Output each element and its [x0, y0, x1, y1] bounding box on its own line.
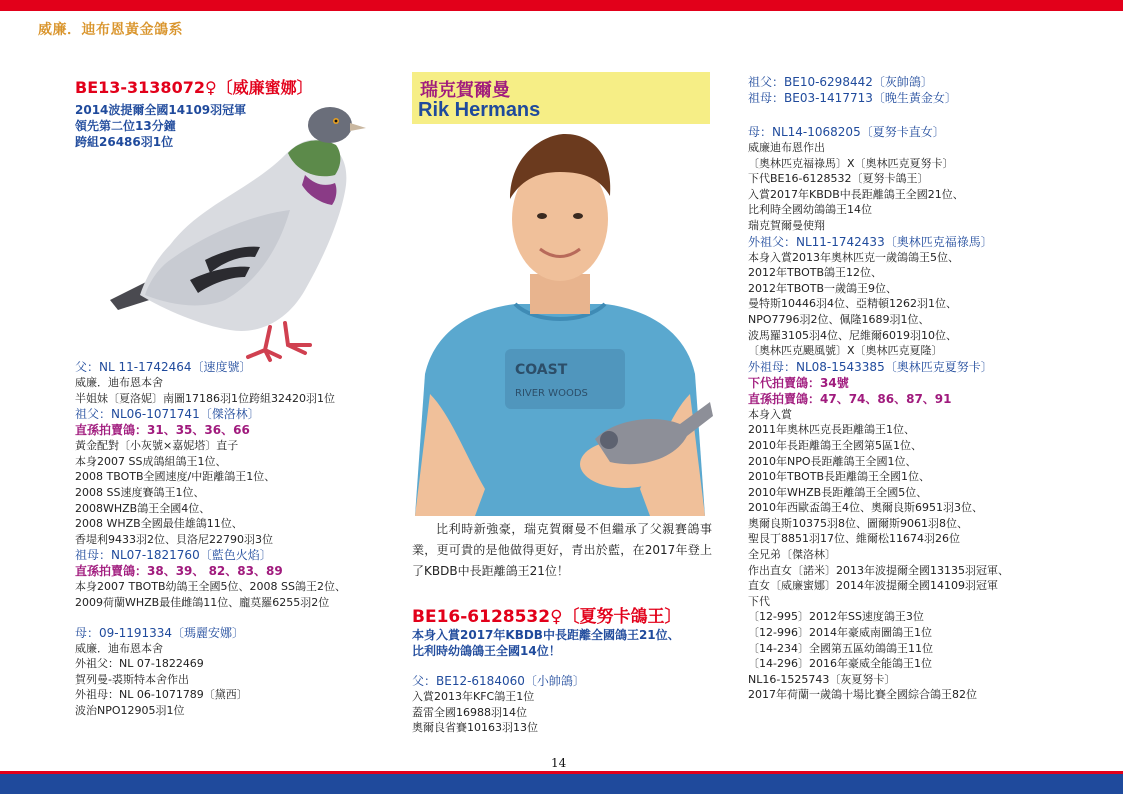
left-bird-title: BE13-3138072♀〔威廉蜜娜〕	[75, 78, 313, 97]
left-mother-line: 威廉．迪布恩本舍	[75, 641, 163, 655]
right-maternal-grandmother-line: 奧爾良斯10375羽8位、圖爾斯9061羽8位、	[748, 516, 968, 530]
fancier-photo	[395, 124, 725, 516]
left-highlight: 2014波提爾全國14109羽冠軍	[75, 103, 247, 117]
left-highlight: 領先第二位13分鐘	[75, 119, 176, 133]
left-father-line: 威廉．迪布恩本舍	[75, 376, 163, 389]
left-father-line: 半姐妹〔夏洛妮〕南圖17186羽1位跨組32420羽1位	[75, 391, 335, 405]
middle-bird-highlight: 本身入賞2017年KBDB中長距離全國鴿王21位、	[412, 628, 680, 642]
svg-text:RIVER WOODS: RIVER WOODS	[515, 388, 588, 399]
right-grandfather-title: 祖父：BE10-6298442〔灰帥鴿〕	[748, 75, 933, 89]
right-mother-line: 威廉迪布恩作出	[748, 141, 825, 154]
fancier-name-chinese: 瑞克賀爾曼	[420, 80, 510, 101]
left-grandfather-line: 黃金配對〔小灰號×嘉妮塔〕直子	[75, 439, 239, 453]
right-maternal-grandmother-line: 〔12-996〕2014年豪威南圖鴿王1位	[748, 626, 932, 640]
header-title: 威廉．迪布恩黃金鴿系	[38, 22, 183, 38]
bottom-blue-stripe	[0, 774, 1123, 794]
right-maternal-grandfather-line: NPO7796羽2位、佩隆1689羽1位、	[748, 312, 930, 326]
left-highlight: 跨組26486羽1位	[75, 135, 174, 149]
left-grandmother-line: 2009荷蘭WHZB最佳雌鴿11位、龐莫羅6255羽2位	[75, 595, 330, 609]
left-grandfather-line: 2008 WHZB全國最佳雄鴿11位、	[75, 517, 243, 531]
middle-father-line: 入賞2013年KFC鴿王1位	[412, 690, 535, 703]
right-maternal-grandmother-line: 本身入賞	[748, 407, 792, 421]
right-maternal-grandmother-line: NL16-1525743〔灰夏努卡〕	[748, 672, 896, 686]
left-grandmother-auction: 直孫拍賣鴿：38、39、 82、83、89	[75, 564, 283, 579]
right-maternal-grandmother-line: 〔14-234〕全國第五區幼鴿鴿王11位	[748, 641, 933, 655]
left-father-title: 父：NL 11-1742464〔速度號〕	[75, 360, 252, 374]
left-grandfather-line: 2008WHZB鴿王全國4位、	[75, 501, 211, 515]
middle-father-line: 蓋雷全國16988羽14位	[412, 705, 527, 719]
right-mother-line: 〔奧林匹克福祿馬〕X〔奧林匹克夏努卡〕	[748, 156, 954, 170]
right-maternal-grandmother-line: 作出直女〔諾米〕2013年波提爾全國13135羽冠軍、	[748, 563, 1009, 577]
left-grandfather-auction: 直孫拍賣鴿：31、35、36、66	[75, 423, 250, 438]
left-mother-line: 波治NPO12905羽1位	[75, 703, 185, 717]
left-grandfather-line: 本身2007 SS成鴿組鴿王1位、	[75, 454, 227, 468]
right-auction-grand: 直孫拍賣鴿：47、74、86、87、91	[748, 391, 952, 406]
top-red-stripe	[0, 0, 1123, 11]
right-maternal-grandmother-line: 〔12-995〕2012年SS速度鴿王3位	[748, 610, 924, 624]
right-maternal-grandmother-title: 外祖母：NL08-1543385〔奧林匹克夏努卡〕	[748, 359, 993, 374]
right-maternal-grandfather-line: 2012年TBOTB一歲鴿王9位、	[748, 281, 897, 295]
right-maternal-grandmother-line: 2011年奧林匹克長距離鴿王1位、	[748, 423, 915, 437]
left-grandfather-line: 2008 SS速度賽鴿王1位、	[75, 485, 205, 499]
right-maternal-grandmother-line: 下代	[748, 594, 770, 608]
right-maternal-grandmother-line: 2010年西歐盃鴿王4位、奧爾良斯6951羽3位、	[748, 501, 983, 515]
right-maternal-grandfather-line: 2012年TBOTB鴿王12位、	[748, 266, 882, 280]
left-column	[75, 75, 375, 719]
middle-bird-highlight: 比利時幼鴿鴿王全國14位！	[412, 644, 561, 658]
left-grandfather-title: 祖父：NL06-1071741〔傑洛林〕	[75, 407, 260, 422]
page-number: 14	[551, 756, 567, 770]
right-mother-line: 瑞克賀爾曼使翔	[748, 218, 825, 232]
right-mother-line: 入賞2017年KBDB中長距離鴿王全國21位、	[748, 187, 964, 201]
right-maternal-grandmother-line: 2010年長距離鴿王全國第5區1位、	[748, 438, 922, 452]
left-mother-title: 母：09-1191334〔瑪麗安娜〕	[75, 625, 245, 640]
left-grandmother-title: 祖母：NL07-1821760〔藍色火焰〕	[75, 548, 272, 563]
left-mother-line: 外祖父：NL 07-1822469	[75, 657, 204, 671]
right-maternal-grandmother-line: 2010年TBOTB長距離鴿王全國1位、	[748, 470, 930, 484]
middle-bird-title: BE16-6128532♀〔夏努卡鴿王〕	[412, 607, 682, 627]
fancier-name-english: Rik Hermans	[418, 99, 541, 121]
left-grandfather-line: 香堤利9433羽2位、貝洛尼22790羽3位	[75, 532, 273, 546]
left-mother-line: 賀列曼-裘斯特本舍作出	[75, 672, 189, 686]
right-maternal-grandmother-line: 全兄弟〔傑洛林〕	[748, 548, 836, 562]
right-maternal-grandmother-line: 〔14-296〕2016年豪威全能鴿王1位	[748, 657, 932, 671]
right-maternal-grandfather-line: 本身入賞2013年奧林匹克一歲鴿鴿王5位、	[748, 250, 959, 264]
right-maternal-grandmother-line: 聖艮丁8851羽17位、維爾松11674羽26位	[748, 532, 960, 546]
right-mother-line: 下代BE16-6128532〔夏努卡鴿王〕	[748, 172, 929, 186]
middle-father-line: 奧爾良省賽10163羽13位	[412, 721, 538, 735]
right-column	[748, 74, 1048, 703]
right-auction-next: 下代拍賣鴿：34號	[748, 375, 849, 390]
middle-father-title: 父：BE12-6184060〔小帥鴿〕	[412, 674, 585, 688]
right-mother-line: 比利時全國幼鴿鴿王14位	[748, 203, 872, 217]
svg-text:COAST: COAST	[515, 362, 568, 378]
right-maternal-grandfather-line: 曼特斯10446羽4位、亞精頓1262羽1位、	[748, 297, 957, 311]
right-maternal-grandfather-line: 波馬羅3105羽4位、尼維爾6019羽10位、	[748, 328, 957, 342]
right-maternal-grandmother-line: 2017年荷蘭一歲鴿十場比賽全國綜合鴿王82位	[748, 688, 977, 702]
right-maternal-grandmother-line: 2010年NPO長距離鴿王全國1位、	[748, 454, 917, 468]
left-grandmother-line: 本身2007 TBOTB幼鴿王全國5位、2008 SS鴿王2位、	[75, 580, 346, 594]
right-maternal-grandmother-line: 直女〔威廉蜜娜〕2014年波提爾全國14109羽冠軍	[748, 579, 998, 593]
left-mother-line: 外祖母：NL 06-1071789〔黛西〕	[75, 688, 248, 702]
left-grandfather-line: 2008 TBOTB全國速度/中距離鴿王1位、	[75, 470, 276, 484]
intro-text: 比利時新強豪，瑞克賀爾曼不但繼承了父親賽鴿事業，更可貴的是他做得更好，青出於藍，在2017年登上了KBDB中長距離鴿王21位！	[412, 522, 712, 578]
right-maternal-grandfather-line: 〔奧林匹克颶風號〕X〔奧林匹克夏隆〕	[748, 344, 943, 358]
middle-column	[412, 602, 732, 736]
right-maternal-grandmother-line: 2010年WHZB長距離鴿王全國5位、	[748, 485, 928, 499]
right-mother-title: 母：NL14-1068205〔夏努卡直女〕	[748, 125, 945, 139]
right-grandmother-title: 祖母：BE03-1417713〔晚生黃金女〕	[748, 91, 957, 105]
right-maternal-grandfather-title: 外祖父：NL11-1742433〔奧林匹克福祿馬〕	[748, 234, 993, 249]
